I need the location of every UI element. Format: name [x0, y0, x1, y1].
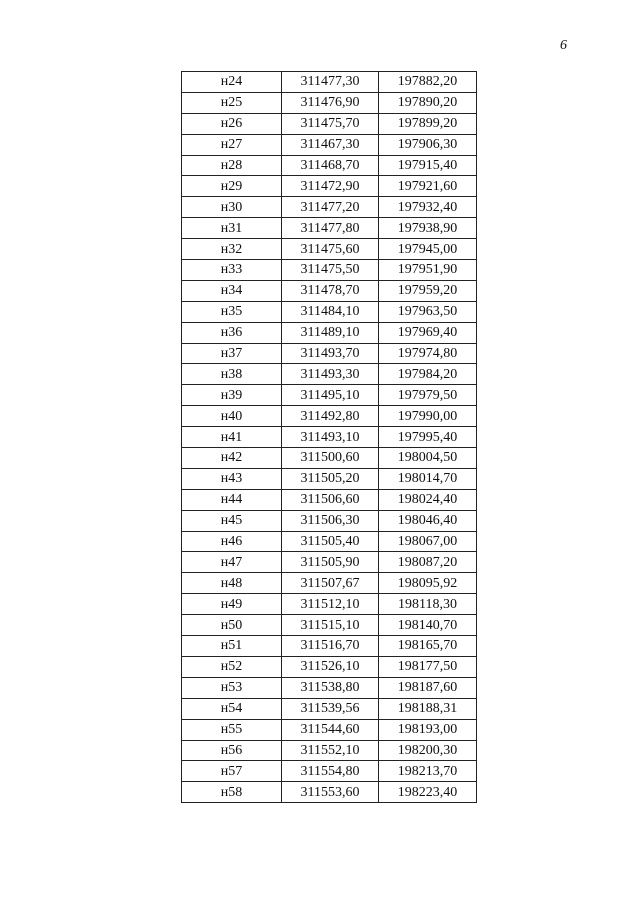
x-coordinate-cell: 311489,10 [282, 322, 379, 343]
x-coordinate-cell: 311476,90 [282, 92, 379, 113]
table-row [182, 740, 477, 761]
x-coordinate-cell: 311493,30 [282, 364, 379, 385]
table-row [182, 719, 477, 740]
point-label-cell: н53 [182, 677, 282, 698]
table-row [182, 510, 477, 531]
x-coordinate-cell: 311492,80 [282, 406, 379, 427]
point-label-cell: н39 [182, 385, 282, 406]
point-label-cell: н42 [182, 448, 282, 469]
point-label-cell: н38 [182, 364, 282, 385]
x-coordinate-cell: 311505,40 [282, 531, 379, 552]
x-coordinate-cell: 311495,10 [282, 385, 379, 406]
y-coordinate-cell: 198223,40 [379, 782, 477, 803]
y-coordinate-cell: 197990,00 [379, 406, 477, 427]
y-coordinate-cell: 198004,50 [379, 448, 477, 469]
table-row [182, 531, 477, 552]
table-row [182, 656, 477, 677]
table-row [182, 427, 477, 448]
y-coordinate-cell: 198165,70 [379, 636, 477, 657]
page-number: 6 [560, 38, 567, 53]
point-label-cell: н31 [182, 218, 282, 239]
table-row [182, 364, 477, 385]
x-coordinate-cell: 311475,60 [282, 239, 379, 260]
x-coordinate-cell: 311484,10 [282, 301, 379, 322]
point-label-cell: н56 [182, 740, 282, 761]
table-row [182, 239, 477, 260]
table-row [182, 698, 477, 719]
point-label-cell: н36 [182, 322, 282, 343]
table-row [182, 385, 477, 406]
table-row [182, 176, 477, 197]
y-coordinate-cell: 197995,40 [379, 427, 477, 448]
x-coordinate-cell: 311472,90 [282, 176, 379, 197]
point-label-cell: н50 [182, 615, 282, 636]
point-label-cell: н32 [182, 239, 282, 260]
x-coordinate-cell: 311552,10 [282, 740, 379, 761]
point-label-cell: н47 [182, 552, 282, 573]
x-coordinate-cell: 311493,70 [282, 343, 379, 364]
table-row [182, 260, 477, 281]
x-coordinate-cell: 311516,70 [282, 636, 379, 657]
table-row [182, 552, 477, 573]
x-coordinate-cell: 311505,90 [282, 552, 379, 573]
point-label-cell: н33 [182, 260, 282, 281]
y-coordinate-cell: 197899,20 [379, 113, 477, 134]
x-coordinate-cell: 311500,60 [282, 448, 379, 469]
point-label-cell: н45 [182, 510, 282, 531]
table-row [182, 72, 477, 93]
point-label-cell: н41 [182, 427, 282, 448]
x-coordinate-cell: 311515,10 [282, 615, 379, 636]
table-row [182, 636, 477, 657]
x-coordinate-cell: 311478,70 [282, 280, 379, 301]
y-coordinate-cell: 197932,40 [379, 197, 477, 218]
table-row [182, 406, 477, 427]
table-row [182, 615, 477, 636]
table-row [182, 468, 477, 489]
point-label-cell: н30 [182, 197, 282, 218]
x-coordinate-cell: 311493,10 [282, 427, 379, 448]
point-label-cell: н26 [182, 113, 282, 134]
x-coordinate-cell: 311477,30 [282, 72, 379, 93]
y-coordinate-cell: 197945,00 [379, 239, 477, 260]
table-row [182, 761, 477, 782]
x-coordinate-cell: 311468,70 [282, 155, 379, 176]
y-coordinate-cell: 197963,50 [379, 301, 477, 322]
x-coordinate-cell: 311475,70 [282, 113, 379, 134]
point-label-cell: н35 [182, 301, 282, 322]
y-coordinate-cell: 198046,40 [379, 510, 477, 531]
table-row [182, 573, 477, 594]
point-label-cell: н58 [182, 782, 282, 803]
point-label-cell: н46 [182, 531, 282, 552]
y-coordinate-cell: 198188,31 [379, 698, 477, 719]
point-label-cell: н25 [182, 92, 282, 113]
point-label-cell: н43 [182, 468, 282, 489]
point-label-cell: н24 [182, 72, 282, 93]
y-coordinate-cell: 197915,40 [379, 155, 477, 176]
table-row [182, 92, 477, 113]
y-coordinate-cell: 197951,90 [379, 260, 477, 281]
table-row [182, 489, 477, 510]
y-coordinate-cell: 197974,80 [379, 343, 477, 364]
y-coordinate-cell: 197906,30 [379, 134, 477, 155]
table-row [182, 322, 477, 343]
point-label-cell: н28 [182, 155, 282, 176]
coordinates-table-body [182, 72, 477, 803]
x-coordinate-cell: 311477,20 [282, 197, 379, 218]
y-coordinate-cell: 198024,40 [379, 489, 477, 510]
x-coordinate-cell: 311526,10 [282, 656, 379, 677]
point-label-cell: н37 [182, 343, 282, 364]
point-label-cell: н52 [182, 656, 282, 677]
table-row [182, 155, 477, 176]
x-coordinate-cell: 311538,80 [282, 677, 379, 698]
point-label-cell: н27 [182, 134, 282, 155]
x-coordinate-cell: 311477,80 [282, 218, 379, 239]
point-label-cell: н29 [182, 176, 282, 197]
x-coordinate-cell: 311539,56 [282, 698, 379, 719]
x-coordinate-cell: 311506,60 [282, 489, 379, 510]
y-coordinate-cell: 198187,60 [379, 677, 477, 698]
point-label-cell: н49 [182, 594, 282, 615]
table-row [182, 113, 477, 134]
y-coordinate-cell: 198140,70 [379, 615, 477, 636]
point-label-cell: н40 [182, 406, 282, 427]
x-coordinate-cell: 311553,60 [282, 782, 379, 803]
table-row [182, 197, 477, 218]
point-label-cell: н54 [182, 698, 282, 719]
y-coordinate-cell: 197984,20 [379, 364, 477, 385]
y-coordinate-cell: 198095,92 [379, 573, 477, 594]
x-coordinate-cell: 311544,60 [282, 719, 379, 740]
y-coordinate-cell: 198014,70 [379, 468, 477, 489]
y-coordinate-cell: 198213,70 [379, 761, 477, 782]
y-coordinate-cell: 197921,60 [379, 176, 477, 197]
table-row [182, 134, 477, 155]
x-coordinate-cell: 311507,67 [282, 573, 379, 594]
y-coordinate-cell: 198067,00 [379, 531, 477, 552]
coordinates-table [181, 71, 477, 803]
table-row [182, 301, 477, 322]
point-label-cell: н51 [182, 636, 282, 657]
y-coordinate-cell: 198087,20 [379, 552, 477, 573]
table-row [182, 343, 477, 364]
table-row [182, 782, 477, 803]
x-coordinate-cell: 311512,10 [282, 594, 379, 615]
x-coordinate-cell: 311554,80 [282, 761, 379, 782]
table-row [182, 218, 477, 239]
y-coordinate-cell: 197938,90 [379, 218, 477, 239]
table-row [182, 280, 477, 301]
point-label-cell: н55 [182, 719, 282, 740]
x-coordinate-cell: 311506,30 [282, 510, 379, 531]
y-coordinate-cell: 197959,20 [379, 280, 477, 301]
y-coordinate-cell: 198118,30 [379, 594, 477, 615]
y-coordinate-cell: 198200,30 [379, 740, 477, 761]
point-label-cell: н44 [182, 489, 282, 510]
y-coordinate-cell: 198193,00 [379, 719, 477, 740]
x-coordinate-cell: 311467,30 [282, 134, 379, 155]
y-coordinate-cell: 197969,40 [379, 322, 477, 343]
point-label-cell: н57 [182, 761, 282, 782]
table-row [182, 448, 477, 469]
x-coordinate-cell: 311475,50 [282, 260, 379, 281]
point-label-cell: н34 [182, 280, 282, 301]
x-coordinate-cell: 311505,20 [282, 468, 379, 489]
y-coordinate-cell: 198177,50 [379, 656, 477, 677]
table-row [182, 594, 477, 615]
y-coordinate-cell: 197979,50 [379, 385, 477, 406]
table-row [182, 677, 477, 698]
point-label-cell: н48 [182, 573, 282, 594]
y-coordinate-cell: 197890,20 [379, 92, 477, 113]
y-coordinate-cell: 197882,20 [379, 72, 477, 93]
